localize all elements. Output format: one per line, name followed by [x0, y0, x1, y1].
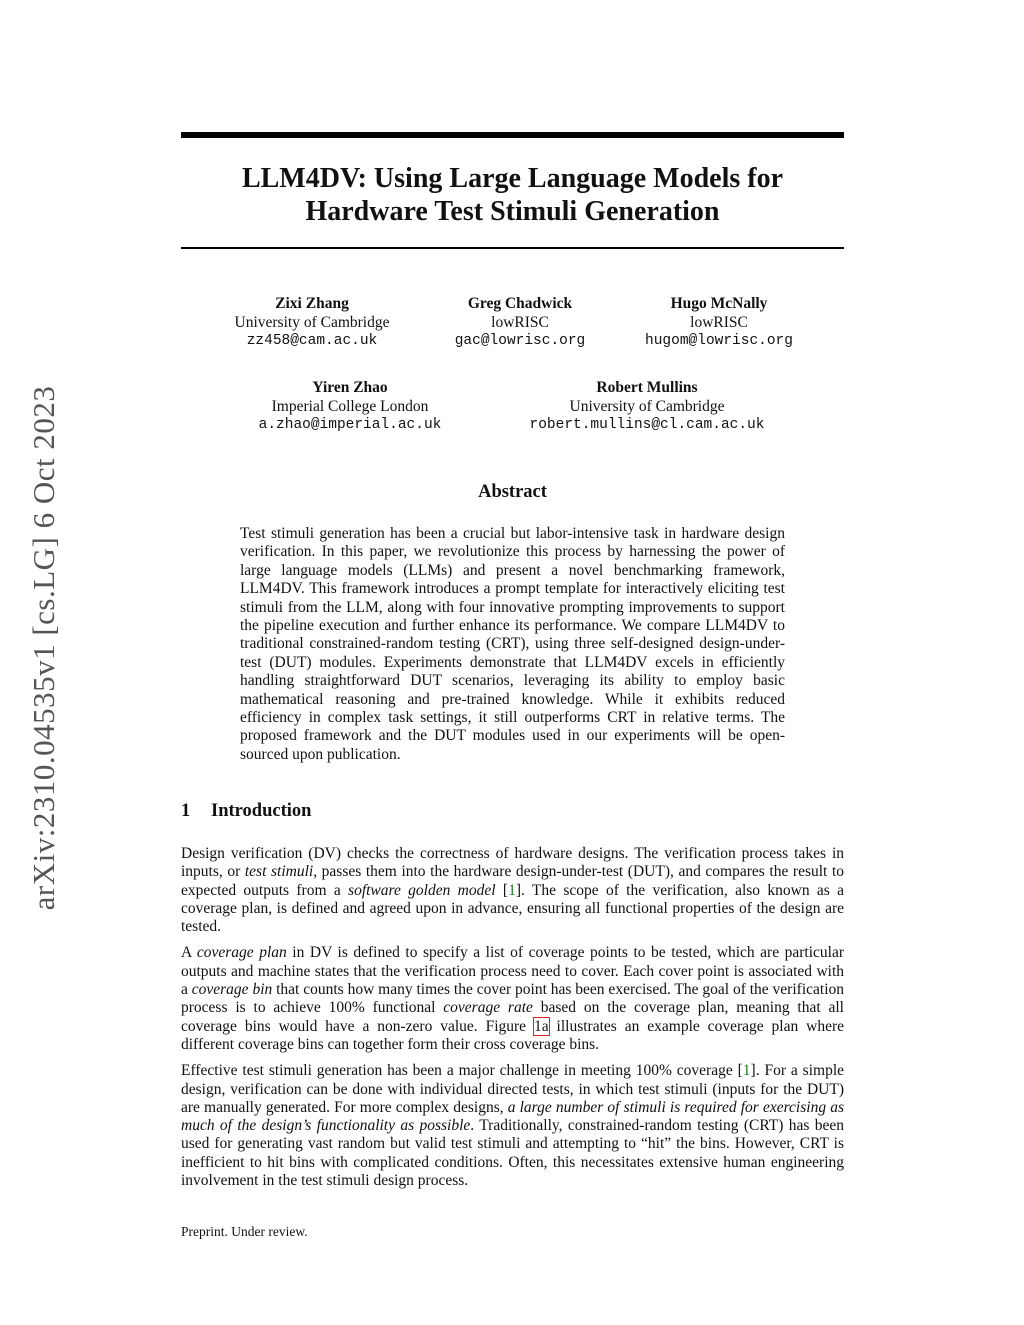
title-bottom-rule	[181, 247, 844, 249]
author-block-zixi-zhang	[235, 295, 390, 351]
author-email[interactable]: robert.mullins@cl.cam.ac.uk	[529, 417, 765, 433]
author-affiliation: Imperial College London	[271, 397, 429, 415]
author-email[interactable]: a.zhao@imperial.ac.uk	[258, 417, 442, 433]
emphasis-text: coverage bin	[191, 981, 273, 999]
citation-link[interactable]: 1	[508, 881, 516, 899]
author-email[interactable]: gac@lowrisc.org	[454, 333, 586, 349]
emphasis-text: coverage rate	[443, 999, 533, 1017]
text-run: A	[181, 944, 197, 962]
author-email[interactable]: zz458@cam.ac.uk	[246, 333, 378, 349]
text-run: illustrates an example coverage plan where different coverage bins can together form their cross coverage bins.	[181, 1017, 844, 1053]
abstract-heading: Abstract	[478, 482, 547, 502]
citation-link[interactable]: 1	[742, 1062, 751, 1080]
text-run: based on the coverage plan, meaning that all coverage bins would have a non-zero value. Figure	[181, 999, 844, 1035]
text-run: ]. For a simple design, verification can be done with individual directed tests, in which test stimuli (inputs for the DUT) are manually generated. For more complex designs,	[181, 1062, 845, 1116]
intro-paragraph-2	[181, 944, 844, 1054]
author-name: Greg Chadwick	[467, 295, 573, 312]
intro-paragraph-1	[181, 845, 844, 936]
author-name: Zixi Zhang	[275, 295, 349, 312]
title-top-rule	[181, 132, 844, 138]
arxiv-sidebar-stamp: arXiv:2310.04535v1 [cs.LG] 6 Oct 2023	[26, 385, 61, 911]
text-run: Effective test stimuli generation has been a major challenge in meeting 100% coverage [	[181, 1062, 743, 1080]
abstract-text: Test stimuli generation has been a crucial but labor-intensive task in hardware design verification. In this paper, we revolutionize this process by harnessing the power of large language models (LLMs) and present a novel benchmarking framework, LLM4DV. This framework introduces a prompt template for interactively eliciting test stimuli from the LLM, along with four innovative prompting improvements to support the pipeline execution and further enhance its performance. We compare LLM4DV to traditional constrained-random testing (CRT), using three self-designed design-under-test (DUT) modules. Experiments demonstrate that LLM4DV excels in efficiently handling straightforward DUT scenarios, leveraging its ability to employ basic mathematical reasoning and pre-trained knowledge. While it exhibits reduced efficiency in complex task settings, it still outperforms CRT in relative terms. The proposed framework and the DUT modules used in our experiments will be open-sourced upon publication.	[240, 525, 785, 763]
author-affiliation: lowRISC	[491, 313, 549, 331]
intro-paragraph-3	[181, 1062, 844, 1190]
emphasis-text: test stimuli	[244, 863, 314, 881]
text-run: . Traditionally, constrained-random testing (CRT) has been used for generating vast random but valid test stimuli and attempting to “hit” the bins. However, CRT is inefficient to hit bins with complicated conditions. Often, this necessitates extensive human engineering involvement in the test stimuli design process.	[181, 1117, 844, 1190]
author-affiliation: University of Cambridge	[569, 397, 725, 415]
section-heading-introduction	[181, 801, 311, 822]
section-number: 1	[181, 801, 191, 821]
author-affiliation: University of Cambridge	[234, 313, 390, 331]
page-footer: Preprint. Under review.	[181, 1224, 308, 1239]
author-block-greg-chadwick	[455, 295, 586, 351]
paper-title-line-2: Hardware Test Stimuli Generation	[305, 196, 720, 227]
figure-reference-link[interactable]: 1a	[533, 1017, 549, 1035]
emphasis-text: a large number of stimuli is required for exercising as much of the design’s functionality as possible	[181, 1098, 844, 1135]
text-run: Design verification (DV) checks the correctness of hardware designs. The verification process takes in inputs, or	[181, 845, 844, 881]
text-run: ]. The scope of the verification, also known as a coverage plan, is defined and agreed upon in advance, ensuring all functional properties of the design are tested.	[181, 881, 845, 936]
paper-title-line-1: LLM4DV: Using Large Language Models for	[241, 163, 784, 194]
text-run: that counts how many times the cover point has been exercised. The goal of the verification process is to achieve 100% functional	[181, 981, 844, 1017]
author-affiliation: lowRISC	[690, 313, 748, 331]
author-block-hugo-mcnally	[645, 295, 793, 351]
section-title: Introduction	[211, 801, 312, 821]
author-block-yiren-zhao	[259, 379, 442, 435]
author-email[interactable]: hugom@lowrisc.org	[645, 333, 793, 349]
author-name: Robert Mullins	[596, 379, 698, 396]
text-run: [	[495, 881, 509, 899]
text-run: , passes them into the hardware design-under-test (DUT), and compares the result to expected outputs from a	[181, 863, 845, 899]
emphasis-text: coverage plan	[196, 944, 287, 962]
author-block-robert-mullins	[530, 379, 765, 435]
paper-title	[181, 162, 844, 228]
text-run: in DV is defined to specify a list of coverage points to be tested, which are particular outputs and machine states that the verification process need to cover. Each cover point is associated with a	[181, 944, 845, 999]
author-name: Yiren Zhao	[312, 379, 388, 396]
emphasis-text: software golden model	[348, 881, 496, 899]
author-name: Hugo McNally	[670, 295, 768, 312]
introduction-body	[181, 845, 844, 1198]
